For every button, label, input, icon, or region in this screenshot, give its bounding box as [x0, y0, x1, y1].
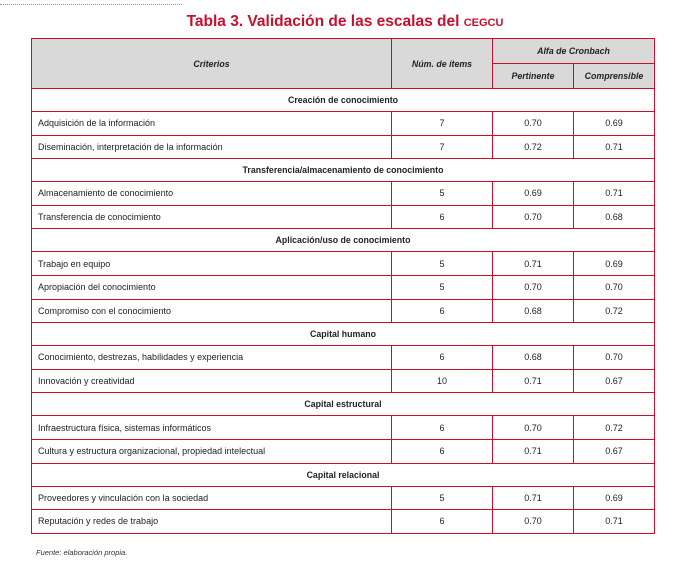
criterio-cell: Infraestructura física, sistemas informáticos	[32, 416, 392, 440]
comprensible-cell: 0.67	[574, 439, 655, 463]
comprensible-cell: 0.72	[574, 416, 655, 440]
criterio-cell: Cultura y estructura organizacional, propiedad intelectual	[32, 439, 392, 463]
comprensible-cell: 0.70	[574, 346, 655, 370]
validation-table	[31, 38, 655, 534]
comprensible-cell: 0.71	[574, 510, 655, 534]
items-cell: 7	[392, 112, 493, 136]
section-title: Creación de conocimiento	[32, 89, 655, 112]
pertinente-cell: 0.70	[493, 275, 574, 299]
pertinente-cell: 0.70	[493, 112, 574, 136]
items-cell: 6	[392, 416, 493, 440]
section-title: Capital humano	[32, 323, 655, 346]
header-criterios: Criterios	[32, 39, 392, 89]
table-row	[32, 346, 655, 370]
comprensible-cell: 0.71	[574, 182, 655, 206]
comprensible-cell: 0.68	[574, 205, 655, 229]
comprensible-cell: 0.70	[574, 275, 655, 299]
criterio-cell: Compromiso con el conocimiento	[32, 299, 392, 323]
title-text: Tabla 3. Validación de las escalas del	[186, 13, 464, 30]
items-cell: 6	[392, 205, 493, 229]
top-rule	[0, 0, 182, 5]
pertinente-cell: 0.71	[493, 439, 574, 463]
criterio-cell: Transferencia de conocimiento	[32, 205, 392, 229]
source-note: Fuente: elaboración propia.	[36, 548, 128, 557]
table-row	[32, 299, 655, 323]
table-body	[32, 89, 655, 534]
items-cell: 6	[392, 346, 493, 370]
title-abbreviation: cegcu	[463, 13, 504, 30]
section-row	[32, 393, 655, 416]
criterio-cell: Proveedores y vinculación con la sociedad	[32, 486, 392, 510]
items-cell: 5	[392, 252, 493, 276]
table-row	[32, 182, 655, 206]
table-row	[32, 205, 655, 229]
section-row	[32, 323, 655, 346]
comprensible-cell: 0.69	[574, 486, 655, 510]
header-alfa-cronbach: Alfa de Cronbach	[493, 39, 655, 64]
comprensible-cell: 0.67	[574, 369, 655, 393]
section-title: Capital estructural	[32, 393, 655, 416]
pertinente-cell: 0.70	[493, 416, 574, 440]
pertinente-cell: 0.68	[493, 299, 574, 323]
items-cell: 6	[392, 439, 493, 463]
criterio-cell: Innovación y creatividad	[32, 369, 392, 393]
header-pertinente: Pertinente	[493, 64, 574, 89]
section-title: Aplicación/uso de conocimiento	[32, 229, 655, 252]
criterio-cell: Almacenamiento de conocimiento	[32, 182, 392, 206]
pertinente-cell: 0.70	[493, 205, 574, 229]
table-row	[32, 135, 655, 159]
table-row	[32, 416, 655, 440]
table-row	[32, 369, 655, 393]
section-row	[32, 229, 655, 252]
section-title: Transferencia/almacenamiento de conocimiento	[32, 159, 655, 182]
items-cell: 5	[392, 275, 493, 299]
items-cell: 5	[392, 486, 493, 510]
criterio-cell: Apropiación del conocimiento	[32, 275, 392, 299]
table-row	[32, 112, 655, 136]
pertinente-cell: 0.71	[493, 486, 574, 510]
header-num-items: Núm. de ítems	[392, 39, 493, 89]
section-title: Capital relacional	[32, 463, 655, 486]
table-row	[32, 252, 655, 276]
section-row	[32, 89, 655, 112]
pertinente-cell: 0.70	[493, 510, 574, 534]
table-row	[32, 510, 655, 534]
comprensible-cell: 0.69	[574, 252, 655, 276]
criterio-cell: Reputación y redes de trabajo	[32, 510, 392, 534]
table-row	[32, 275, 655, 299]
table-row	[32, 486, 655, 510]
criterio-cell: Adquisición de la información	[32, 112, 392, 136]
items-cell: 6	[392, 299, 493, 323]
pertinente-cell: 0.72	[493, 135, 574, 159]
table-row	[32, 439, 655, 463]
pertinente-cell: 0.68	[493, 346, 574, 370]
items-cell: 10	[392, 369, 493, 393]
criterio-cell: Diseminación, interpretación de la información	[32, 135, 392, 159]
criterio-cell: Trabajo en equipo	[32, 252, 392, 276]
section-row	[32, 159, 655, 182]
items-cell: 7	[392, 135, 493, 159]
items-cell: 6	[392, 510, 493, 534]
header-comprensible: Comprensible	[574, 64, 655, 89]
pertinente-cell: 0.69	[493, 182, 574, 206]
section-row	[32, 463, 655, 486]
pertinente-cell: 0.71	[493, 252, 574, 276]
table-title	[0, 13, 690, 31]
comprensible-cell: 0.71	[574, 135, 655, 159]
pertinente-cell: 0.71	[493, 369, 574, 393]
comprensible-cell: 0.72	[574, 299, 655, 323]
comprensible-cell: 0.69	[574, 112, 655, 136]
criterio-cell: Conocimiento, destrezas, habilidades y experiencia	[32, 346, 392, 370]
items-cell: 5	[392, 182, 493, 206]
